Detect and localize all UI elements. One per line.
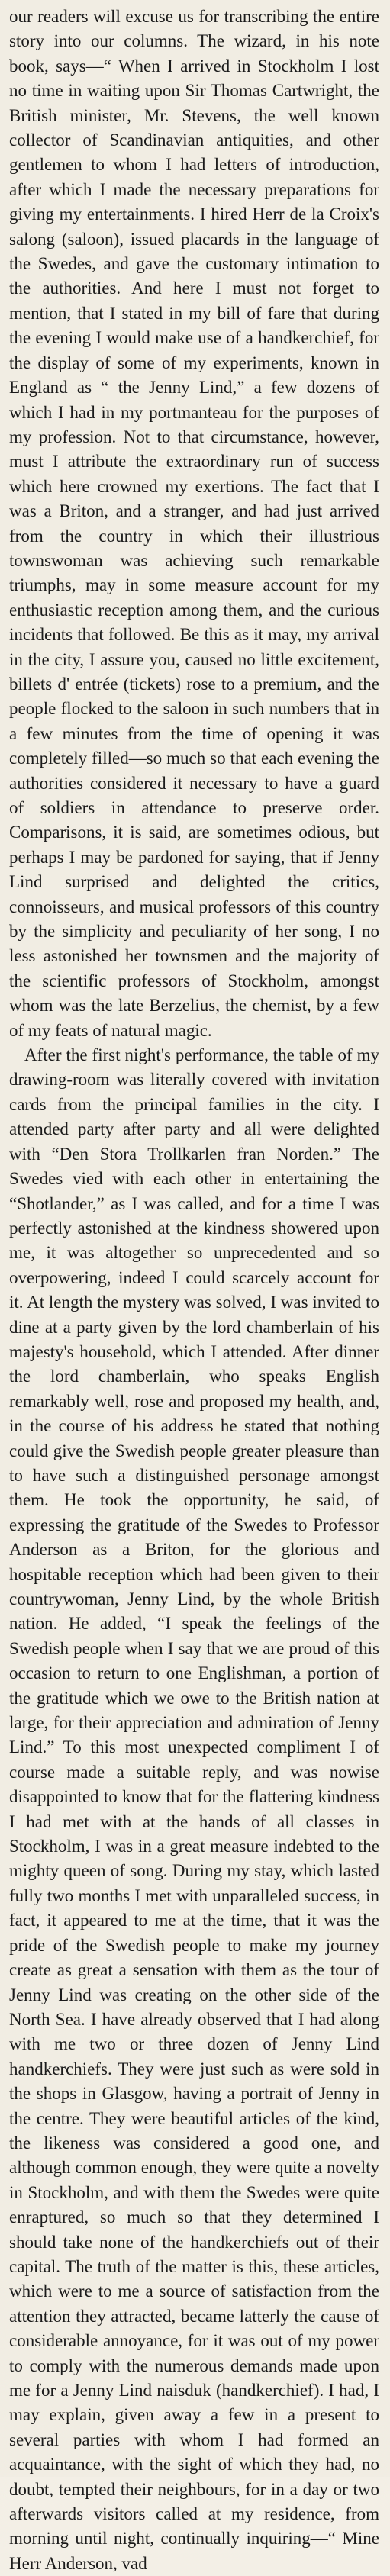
article-paragraph-1: our readers will excuse us for transcribing the entire story into our columns. The wizard, in his note book, says—“ When I arrived in Stockholm I lost no time in waiting upon Sir Thomas Cartwright, the British minister, Mr. Stevens, the well known collector of Scandinavian antiquities, and other gentlemen to whom I had letters of introduction, after which I made the necessary preparations for giving my entertainments. I hired Herr de la Croix's salong (saloon), issued placards in the language of the Swedes, and gave the customary intimation to the authorities. And here I must not forget to mention, that I stated in my bill of fare that during the evening I would make use of a handkerchief, for the display of some of my experiments, known in England as “ the Jenny Lind,” a few dozens of which I had in my portmanteau for the purposes of my profession. Not to that circumstance, however, must I attribute the extraordinary run of success which here crowned my exertions. The fact that I was a Briton, and a stranger, and had just arrived from the country in which their illustrious townswoman was achieving such remarkable triumphs, may in some measure account for my enthusiastic reception among them, and the curious incidents that followed. Be this as it may, my arrival in the city, I assure you, caused no little excitement, billets d' entrée (tickets) rose to a premium, and the people flocked to the saloon in such numbers that in a few minutes from the time of opening it was completely filled—so much so that each evening the authorities considered it necessary to have a guard of soldiers in attendance to preserve order. Comparisons, it is said, are sometimes odious, but perhaps I may be pardoned for saying, that if Jenny Lind surprised and delighted the critics, connoisseurs, and musical professors of this country by the simplicity and peculiarity of her song, I no less astonished her townsmen and the majority of the scientific professors of Stockholm, amongst whom was the late Berzelius, the chemist, by a few of my feats of natural magic. — [9, 7, 379, 1040]
article-paragraph-2: After the first night's performance, the table of my drawing-room was literally covered with invitation cards from the principal families in the city. I attended party after party and all were delighted with “Den Stora Trollkarlen fran Norden.” The Swedes vied with each other in entertaining the “Shotlander,” as I was called, and for a time I was perfectly astonished at the kindness showered upon me, it was altogether so unprecedented and so overpowering, indeed I could scarcely account for it. At length the mystery was solved, I was invited to dine at a party given by the lord chamberlain of his majesty's household, which I attended. After dinner the lord chamberlain, who speaks English remarkably well, rose and proposed my health, and, in the course of his address he stated that nothing could give the Swedish people greater pleasure than to have such a distinguished personage amongst them. He took the opportunity, he said, of expressing the gratitude of the Swedes to Professor Anderson as a Briton, for the glorious and hospitable reception which had been given to their countrywoman, Jenny Lind, by the whole British nation. He added, “I speak the feelings of the Swedish people when I say that we are proud of this occasion to return to one Englishman, a portion of the gratitude which we owe to the British nation at large, for their appreciation and admiration of Jenny Lind.” To this most unexpected compliment I of course made a suitable reply, and was nowise disappointed to know that for the flattering kindness I had met with at the hands of all classes in Stockholm, I was in a great measure indebted to the mighty queen of song. During my stay, which lasted fully two months I met with unparalleled success, in fact, it appeared to me at the time, that it was the pride of the Swedish people to make my journey create as great a sensation with them as the tour of Jenny Lind was creating on the other side of the North Sea. I have already observed that I had along with me two or three dozen of Jenny Lind handkerchiefs. They were just such as were sold in the shops in Glasgow, having a portrait of Jenny in the centre. They were beautiful articles of the kind, the likeness was considered a good one, and although common enough, they were quite a novelty in Stockholm, and with them the Swedes were quite enraptured, so much so that they determined I should take none of the handkerchiefs out of their capital. The truth of the matter is this, these articles, which were to me a source of satisfaction from the attention they attracted, became latterly the cause of considerable annoyance, for it was out of my power to comply with the numerous demands made upon me for a Jenny Lind naisduk (handkerchief). I had, I may explain, given away a few in a present to several parties with whom I had formed an acquaintance, with the sight of which they had, no doubt, tempted their neighbours, for in a day or two afterwards visitors called at my residence, from morning until night, continually inquiring—“ Mine Herr Anderson, vad — [9, 1045, 379, 2573]
article-column — [9, 5, 379, 2576]
